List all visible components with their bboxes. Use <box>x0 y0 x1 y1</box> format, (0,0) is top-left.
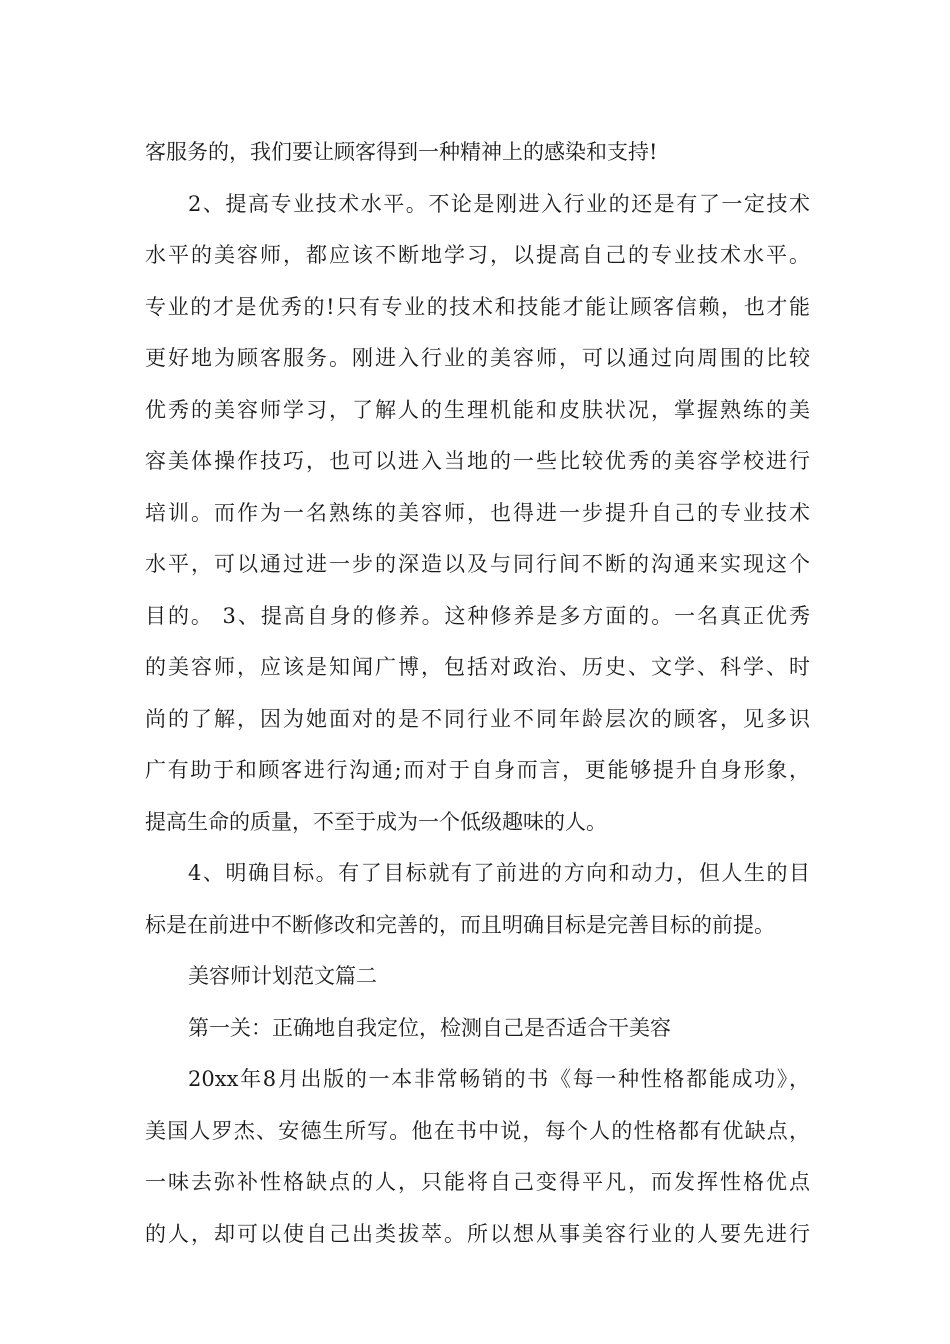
text-line: 的美容师，应该是知闻广博，包括对政治、历史、文学、科学、时 <box>145 655 810 679</box>
text-line: 培训。而作为一名熟练的美容师，也得进一步提升自己的专业技术 <box>145 500 810 525</box>
text-line: 20xx年8月出版的一本非常畅销的书《每一种性格都能成功》， <box>188 1067 810 1091</box>
text-line: 优秀的美容师学习，了解人的生理机能和皮肤状况，掌握熟练的美 <box>145 397 810 422</box>
text-line: 尚的了解，因为她面对的是不同行业不同年龄层次的顾客，见多识 <box>145 706 810 731</box>
text-line: 2、提高专业技术水平。不论是刚进入行业的还是有了一定技术 <box>188 191 810 216</box>
text-line: 美国人罗杰、安德生所写。他在书中说，每个人的性格都有优缺点， <box>145 1118 810 1143</box>
text-line: 专业的才是优秀的!只有专业的技术和技能才能让顾客信赖，也才能 <box>145 294 810 319</box>
text-line: 标是在前进中不断修改和完善的，而且明确目标是完善目标的前提。 <box>145 912 775 937</box>
text-line: 提高生命的质量，不至于成为一个低级趣味的人。 <box>145 809 607 834</box>
text-line: 更好地为顾客服务。刚进入行业的美容师，可以通过向周围的比较 <box>145 346 810 370</box>
text-line: 容美体操作技巧，也可以进入当地的一些比较优秀的美容学校进行 <box>145 449 810 473</box>
section-heading: 美容师计划范文篇二 <box>188 964 377 988</box>
text-line: 一味去弥补性格缺点的人，只能将自己变得平凡，而发挥性格优点 <box>145 1170 810 1194</box>
text-line: 目的。 3、提高自身的修养。这种修养是多方面的。一名真正优秀 <box>145 603 810 628</box>
text-line: 4、明确目标。有了目标就有了前进的方向和动力，但人生的目 <box>188 861 810 885</box>
text-line: 广有助于和顾客进行沟通;而对于自身而言，更能够提升自身形象， <box>145 758 810 782</box>
text-line: 水平的美容师，都应该不断地学习，以提高自己的专业技术水平。 <box>145 243 810 267</box>
body-text <box>145 129 810 1262</box>
subsection-heading: 第一关：正确地自我定位，检测自己是否适合干美容 <box>188 1015 671 1040</box>
text-line: 的人，却可以使自己出类拔萃。所以想从事美容行业的人要先进行 <box>145 1221 810 1246</box>
text-line: 水平，可以通过进一步的深造以及与同行间不断的沟通来实现这个 <box>145 552 810 576</box>
text-line: 客服务的，我们要让顾客得到一种精神上的感染和支持! <box>145 140 658 164</box>
